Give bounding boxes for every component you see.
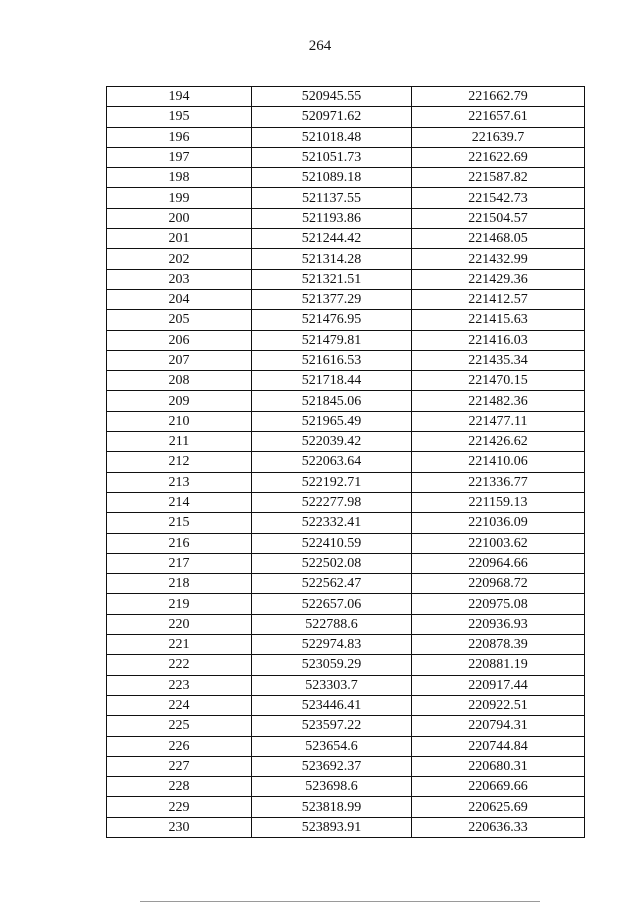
- y-coordinate-cell: 220878.39: [412, 635, 585, 655]
- y-coordinate-cell: 221003.62: [412, 533, 585, 553]
- x-coordinate-cell: 523597.22: [252, 716, 412, 736]
- table-row: [107, 614, 585, 634]
- table-row: [107, 249, 585, 269]
- y-coordinate-cell: 220744.84: [412, 736, 585, 756]
- table-row: [107, 797, 585, 817]
- y-coordinate-cell: 221435.34: [412, 350, 585, 370]
- x-coordinate-cell: 522277.98: [252, 492, 412, 512]
- x-coordinate-cell: 522562.47: [252, 574, 412, 594]
- x-coordinate-cell: 522410.59: [252, 533, 412, 553]
- point-number-cell: 215: [107, 513, 252, 533]
- x-coordinate-cell: 523692.37: [252, 756, 412, 776]
- y-coordinate-cell: 221639.7: [412, 127, 585, 147]
- table-row: [107, 127, 585, 147]
- table-row: [107, 168, 585, 188]
- x-coordinate-cell: 521137.55: [252, 188, 412, 208]
- bottom-rule: [140, 901, 540, 902]
- table-row: [107, 391, 585, 411]
- y-coordinate-cell: 220636.33: [412, 817, 585, 837]
- table-row: [107, 574, 585, 594]
- y-coordinate-cell: 221429.36: [412, 269, 585, 289]
- y-coordinate-cell: 221622.69: [412, 147, 585, 167]
- x-coordinate-cell: 522974.83: [252, 635, 412, 655]
- x-coordinate-cell: 521476.95: [252, 310, 412, 330]
- y-coordinate-cell: 220881.19: [412, 655, 585, 675]
- table-row: [107, 289, 585, 309]
- point-number-cell: 216: [107, 533, 252, 553]
- table-row: [107, 229, 585, 249]
- table-row: [107, 736, 585, 756]
- x-coordinate-cell: 521479.81: [252, 330, 412, 350]
- y-coordinate-cell: 220917.44: [412, 675, 585, 695]
- y-coordinate-cell: 221159.13: [412, 492, 585, 512]
- table-row: [107, 208, 585, 228]
- table-row: [107, 371, 585, 391]
- coordinates-table: [106, 86, 585, 838]
- point-number-cell: 217: [107, 553, 252, 573]
- x-coordinate-cell: 521718.44: [252, 371, 412, 391]
- table-row: [107, 695, 585, 715]
- y-coordinate-cell: 221336.77: [412, 472, 585, 492]
- y-coordinate-cell: 221412.57: [412, 289, 585, 309]
- point-number-cell: 220: [107, 614, 252, 634]
- y-coordinate-cell: 221587.82: [412, 168, 585, 188]
- y-coordinate-cell: 221542.73: [412, 188, 585, 208]
- point-number-cell: 199: [107, 188, 252, 208]
- y-coordinate-cell: 220680.31: [412, 756, 585, 776]
- table-row: [107, 777, 585, 797]
- x-coordinate-cell: 522192.71: [252, 472, 412, 492]
- y-coordinate-cell: 220936.93: [412, 614, 585, 634]
- point-number-cell: 218: [107, 574, 252, 594]
- point-number-cell: 221: [107, 635, 252, 655]
- y-coordinate-cell: 221416.03: [412, 330, 585, 350]
- x-coordinate-cell: 522657.06: [252, 594, 412, 614]
- x-coordinate-cell: 523654.6: [252, 736, 412, 756]
- y-coordinate-cell: 221504.57: [412, 208, 585, 228]
- y-coordinate-cell: 221662.79: [412, 87, 585, 107]
- point-number-cell: 198: [107, 168, 252, 188]
- x-coordinate-cell: 521314.28: [252, 249, 412, 269]
- x-coordinate-cell: 523818.99: [252, 797, 412, 817]
- point-number-cell: 201: [107, 229, 252, 249]
- table-row: [107, 492, 585, 512]
- table-row: [107, 533, 585, 553]
- table-row: [107, 675, 585, 695]
- table-row: [107, 635, 585, 655]
- point-number-cell: 223: [107, 675, 252, 695]
- point-number-cell: 210: [107, 411, 252, 431]
- x-coordinate-cell: 522039.42: [252, 432, 412, 452]
- point-number-cell: 224: [107, 695, 252, 715]
- x-coordinate-cell: 520971.62: [252, 107, 412, 127]
- point-number-cell: 209: [107, 391, 252, 411]
- point-number-cell: 204: [107, 289, 252, 309]
- x-coordinate-cell: 522063.64: [252, 452, 412, 472]
- x-coordinate-cell: 521051.73: [252, 147, 412, 167]
- y-coordinate-cell: 221477.11: [412, 411, 585, 431]
- y-coordinate-cell: 220968.72: [412, 574, 585, 594]
- point-number-cell: 197: [107, 147, 252, 167]
- point-number-cell: 228: [107, 777, 252, 797]
- table-row: [107, 147, 585, 167]
- x-coordinate-cell: 521321.51: [252, 269, 412, 289]
- point-number-cell: 230: [107, 817, 252, 837]
- x-coordinate-cell: 522332.41: [252, 513, 412, 533]
- x-coordinate-cell: 522502.08: [252, 553, 412, 573]
- point-number-cell: 195: [107, 107, 252, 127]
- y-coordinate-cell: 220975.08: [412, 594, 585, 614]
- y-coordinate-cell: 220922.51: [412, 695, 585, 715]
- y-coordinate-cell: 221410.06: [412, 452, 585, 472]
- table-row: [107, 655, 585, 675]
- table-row: [107, 594, 585, 614]
- y-coordinate-cell: 221036.09: [412, 513, 585, 533]
- table-row: [107, 269, 585, 289]
- table-row: [107, 452, 585, 472]
- table-row: [107, 107, 585, 127]
- y-coordinate-cell: 221426.62: [412, 432, 585, 452]
- table-row: [107, 716, 585, 736]
- point-number-cell: 206: [107, 330, 252, 350]
- point-number-cell: 194: [107, 87, 252, 107]
- table-row: [107, 432, 585, 452]
- point-number-cell: 207: [107, 350, 252, 370]
- table-row: [107, 188, 585, 208]
- point-number-cell: 202: [107, 249, 252, 269]
- y-coordinate-cell: 221470.15: [412, 371, 585, 391]
- point-number-cell: 214: [107, 492, 252, 512]
- x-coordinate-cell: 523446.41: [252, 695, 412, 715]
- x-coordinate-cell: 521965.49: [252, 411, 412, 431]
- point-number-cell: 229: [107, 797, 252, 817]
- y-coordinate-cell: 220964.66: [412, 553, 585, 573]
- table-row: [107, 310, 585, 330]
- point-number-cell: 205: [107, 310, 252, 330]
- point-number-cell: 211: [107, 432, 252, 452]
- point-number-cell: 227: [107, 756, 252, 776]
- point-number-cell: 212: [107, 452, 252, 472]
- x-coordinate-cell: 523698.6: [252, 777, 412, 797]
- y-coordinate-cell: 221432.99: [412, 249, 585, 269]
- x-coordinate-cell: 521193.86: [252, 208, 412, 228]
- x-coordinate-cell: 521616.53: [252, 350, 412, 370]
- y-coordinate-cell: 221657.61: [412, 107, 585, 127]
- point-number-cell: 208: [107, 371, 252, 391]
- x-coordinate-cell: 522788.6: [252, 614, 412, 634]
- table-row: [107, 756, 585, 776]
- y-coordinate-cell: 221468.05: [412, 229, 585, 249]
- table-row: [107, 513, 585, 533]
- y-coordinate-cell: 220794.31: [412, 716, 585, 736]
- point-number-cell: 203: [107, 269, 252, 289]
- x-coordinate-cell: 521377.29: [252, 289, 412, 309]
- point-number-cell: 196: [107, 127, 252, 147]
- table-row: [107, 817, 585, 837]
- x-coordinate-cell: 523059.29: [252, 655, 412, 675]
- x-coordinate-cell: 520945.55: [252, 87, 412, 107]
- y-coordinate-cell: 220669.66: [412, 777, 585, 797]
- table-row: [107, 330, 585, 350]
- point-number-cell: 222: [107, 655, 252, 675]
- point-number-cell: 200: [107, 208, 252, 228]
- table-row: [107, 411, 585, 431]
- x-coordinate-cell: 521089.18: [252, 168, 412, 188]
- x-coordinate-cell: 521845.06: [252, 391, 412, 411]
- y-coordinate-cell: 220625.69: [412, 797, 585, 817]
- x-coordinate-cell: 523893.91: [252, 817, 412, 837]
- page-number: 264: [308, 38, 332, 54]
- y-coordinate-cell: 221482.36: [412, 391, 585, 411]
- x-coordinate-cell: 521018.48: [252, 127, 412, 147]
- point-number-cell: 219: [107, 594, 252, 614]
- coordinates-table-body: [107, 87, 585, 838]
- table-row: [107, 472, 585, 492]
- x-coordinate-cell: 523303.7: [252, 675, 412, 695]
- point-number-cell: 226: [107, 736, 252, 756]
- table-row: [107, 350, 585, 370]
- table-row: [107, 553, 585, 573]
- point-number-cell: 213: [107, 472, 252, 492]
- table-row: [107, 87, 585, 107]
- point-number-cell: 225: [107, 716, 252, 736]
- x-coordinate-cell: 521244.42: [252, 229, 412, 249]
- y-coordinate-cell: 221415.63: [412, 310, 585, 330]
